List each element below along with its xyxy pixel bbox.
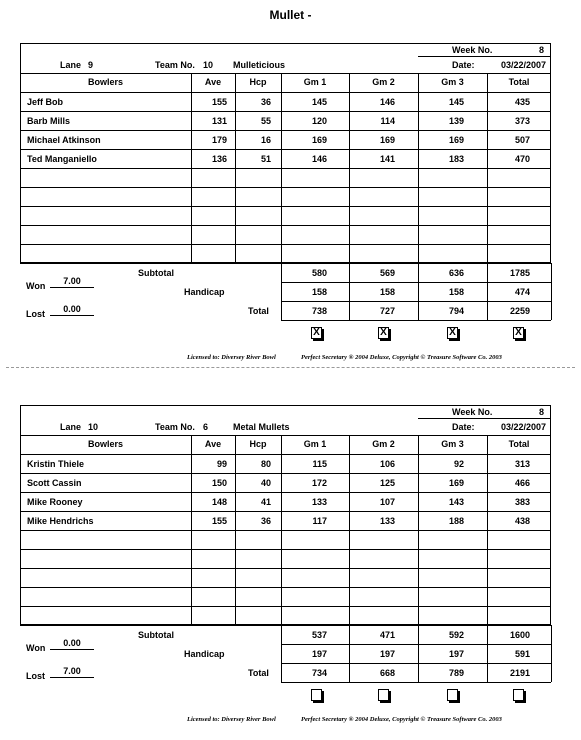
table-rule (20, 511, 551, 512)
bowler-average: 150 (211, 478, 227, 488)
table-rule (20, 530, 551, 531)
bowler-game-3: 188 (448, 516, 464, 526)
bowler-name: Jeff Bob (27, 97, 63, 107)
handicap-game-2: 158 (379, 287, 395, 297)
handicap-series: 591 (514, 649, 530, 659)
game-won-checkbox[interactable]: X (447, 327, 458, 339)
date-label: Date: (452, 60, 475, 70)
bowler-game-1: 145 (311, 97, 327, 107)
bowler-game-2: 106 (379, 459, 395, 469)
handicap-game-3: 197 (448, 649, 464, 659)
lost-label: Lost (26, 309, 45, 319)
bowler-game-2: 133 (379, 516, 395, 526)
team-name: Mulleticious (233, 60, 286, 70)
bowler-average: 155 (211, 516, 227, 526)
page-title: Mullet - (269, 8, 312, 22)
subtotal-label: Subtotal (138, 268, 174, 278)
lost-underline (50, 677, 94, 678)
col-header-gm3: Gm 3 (441, 439, 464, 449)
bowler-handicap: 41 (260, 497, 271, 507)
bowler-game-2: 169 (379, 135, 395, 145)
col-header-ave: Ave (204, 439, 222, 449)
game-won-checkbox[interactable] (378, 689, 389, 701)
date-label: Date: (452, 422, 475, 432)
handicap-label: Handicap (184, 287, 225, 297)
bowler-game-3: 92 (453, 459, 464, 469)
subtotal-game-1: 580 (311, 268, 327, 278)
bowler-game-1: 169 (311, 135, 327, 145)
total-game-2: 668 (379, 668, 395, 678)
handicap-game-3: 158 (448, 287, 464, 297)
lane-value: 10 (88, 422, 99, 432)
handicap-game-2: 197 (379, 649, 395, 659)
subtotal-game-1: 537 (311, 630, 327, 640)
subtotal-label: Subtotal (138, 630, 174, 640)
bowler-game-3: 145 (448, 97, 464, 107)
subtotal-game-3: 592 (448, 630, 464, 640)
summary-column-rule (551, 625, 552, 682)
summary-rule (281, 644, 551, 645)
subtotal-game-2: 569 (379, 268, 395, 278)
team-no-value: 10 (203, 60, 214, 70)
total-game-1: 734 (311, 668, 327, 678)
copyright-text: Perfect Secretary ® 2004 Deluxe, Copyright © Treasure Software Co. 2003 (301, 354, 502, 361)
date-value: 03/22/2007 (500, 422, 546, 432)
bowler-name: Scott Cassin (27, 478, 82, 488)
bowler-name: Michael Atkinson (27, 135, 101, 145)
bowler-game-2: 125 (379, 478, 395, 488)
summary-rule (281, 663, 551, 664)
bowler-series-total: 466 (514, 478, 530, 488)
lost-value: 7.00 (63, 666, 81, 676)
bowler-game-1: 117 (312, 516, 327, 526)
game-won-checkbox[interactable]: X (311, 327, 322, 339)
license-text: Licensed to: Diversey River Bowl (187, 354, 276, 361)
team-name: Metal Mullets (233, 422, 290, 432)
bowler-handicap: 40 (260, 478, 271, 488)
bowler-game-3: 183 (448, 154, 464, 164)
copyright-text: Perfect Secretary ® 2004 Deluxe, Copyright © Treasure Software Co. 2003 (301, 716, 502, 723)
bowler-average: 155 (211, 97, 227, 107)
bowler-average: 179 (211, 135, 227, 145)
bowler-series-total: 383 (514, 497, 530, 507)
team-label: Team No. (155, 60, 195, 70)
bowler-game-1: 120 (311, 116, 327, 126)
bowler-handicap: 51 (260, 154, 271, 164)
won-label: Won (26, 281, 46, 291)
bowler-series-total: 438 (514, 516, 530, 526)
table-rule (20, 606, 551, 607)
total-game-3: 789 (448, 668, 464, 678)
total-game-3: 794 (448, 306, 464, 316)
bowler-game-2: 141 (379, 154, 395, 164)
handicap-game-1: 197 (311, 649, 327, 659)
game-won-checkbox[interactable]: X (378, 327, 389, 339)
team-label: Team No. (155, 422, 195, 432)
bowler-name: Ted Manganiello (27, 154, 97, 164)
bowler-game-1: 146 (311, 154, 327, 164)
total-game-2: 727 (379, 306, 395, 316)
total-series: 2259 (509, 306, 530, 316)
lane-value: 9 (88, 60, 94, 70)
subtotal-game-3: 636 (448, 268, 464, 278)
bowler-game-1: 115 (312, 459, 327, 469)
bowler-average: 136 (211, 154, 227, 164)
week-value: 8 (538, 407, 544, 417)
handicap-game-1: 158 (311, 287, 327, 297)
summary-rule (281, 682, 551, 683)
bowler-name: Barb Mills (27, 116, 71, 126)
game-won-checkbox[interactable] (447, 689, 458, 701)
col-header-gm3: Gm 3 (441, 77, 464, 87)
bowler-average: 99 (216, 459, 227, 469)
week-label: Week No. (452, 407, 493, 417)
bowler-game-3: 143 (448, 497, 464, 507)
team-no-value: 6 (203, 422, 209, 432)
bowler-game-1: 172 (311, 478, 327, 488)
won-label: Won (26, 643, 46, 653)
bowler-game-3: 169 (448, 478, 464, 488)
col-header-hcp: Hcp (249, 439, 267, 449)
bowler-average: 131 (211, 116, 227, 126)
total-label: Total (248, 668, 269, 678)
week-value: 8 (538, 45, 544, 55)
bowler-game-3: 139 (448, 116, 464, 126)
sheet-frame (20, 405, 551, 625)
col-header-hcp: Hcp (249, 77, 267, 87)
total-game-1: 738 (311, 306, 327, 316)
bowler-game-2: 146 (379, 97, 395, 107)
header-rule (418, 418, 551, 419)
bowler-name: Mike Rooney (27, 497, 83, 507)
subtotal-series: 1600 (509, 630, 530, 640)
game-won-checkbox[interactable] (513, 689, 524, 701)
lost-value: 0.00 (63, 304, 81, 314)
won-value: 0.00 (63, 638, 81, 648)
col-header-bowlers: Bowlers (87, 439, 123, 449)
total-series: 2191 (509, 668, 530, 678)
week-label: Week No. (452, 45, 493, 55)
table-rule (20, 473, 551, 474)
date-value: 03/22/2007 (500, 60, 546, 70)
total-label: Total (248, 306, 269, 316)
won-value: 7.00 (63, 276, 81, 286)
col-header-total: Total (508, 439, 530, 449)
col-header-gm2: Gm 2 (372, 439, 395, 449)
lane-label: Lane (60, 60, 82, 70)
license-text: Licensed to: Diversey River Bowl (187, 716, 276, 723)
table-rule (20, 587, 551, 588)
lost-label: Lost (26, 671, 45, 681)
bowler-handicap: 55 (260, 116, 271, 126)
bowler-handicap: 36 (260, 97, 271, 107)
bowler-handicap: 36 (260, 516, 271, 526)
game-won-checkbox[interactable]: X (513, 327, 524, 339)
bowler-series-total: 435 (514, 97, 530, 107)
table-rule (20, 549, 551, 550)
col-header-ave: Ave (204, 77, 222, 87)
table-rule (20, 435, 551, 436)
game-won-checkbox[interactable] (311, 689, 322, 701)
bowler-game-3: 169 (448, 135, 464, 145)
handicap-series: 474 (514, 287, 530, 297)
bowler-game-2: 114 (380, 116, 395, 126)
bowler-handicap: 80 (260, 459, 271, 469)
col-header-total: Total (508, 77, 530, 87)
table-rule (20, 492, 551, 493)
col-header-gm1: Gm 1 (303, 77, 327, 87)
subtotal-game-2: 471 (379, 630, 395, 640)
bowler-game-1: 133 (311, 497, 327, 507)
bowler-series-total: 373 (514, 116, 530, 126)
table-rule (20, 454, 551, 455)
bowler-average: 148 (211, 497, 227, 507)
bowler-series-total: 313 (514, 459, 530, 469)
bowler-name: Kristin Thiele (27, 459, 85, 469)
bowler-series-total: 507 (514, 135, 530, 145)
bowler-name: Mike Hendrichs (27, 516, 94, 526)
lane-label: Lane (60, 422, 82, 432)
col-header-bowlers: Bowlers (87, 77, 123, 87)
handicap-label: Handicap (184, 649, 225, 659)
col-header-gm1: Gm 1 (303, 439, 327, 449)
subtotal-series: 1785 (509, 268, 530, 278)
table-rule (20, 568, 551, 569)
won-underline (50, 649, 94, 650)
bowler-handicap: 16 (260, 135, 271, 145)
bowler-game-2: 107 (379, 497, 395, 507)
bowler-series-total: 470 (514, 154, 530, 164)
summary-rule (281, 625, 551, 626)
col-header-gm2: Gm 2 (372, 77, 395, 87)
